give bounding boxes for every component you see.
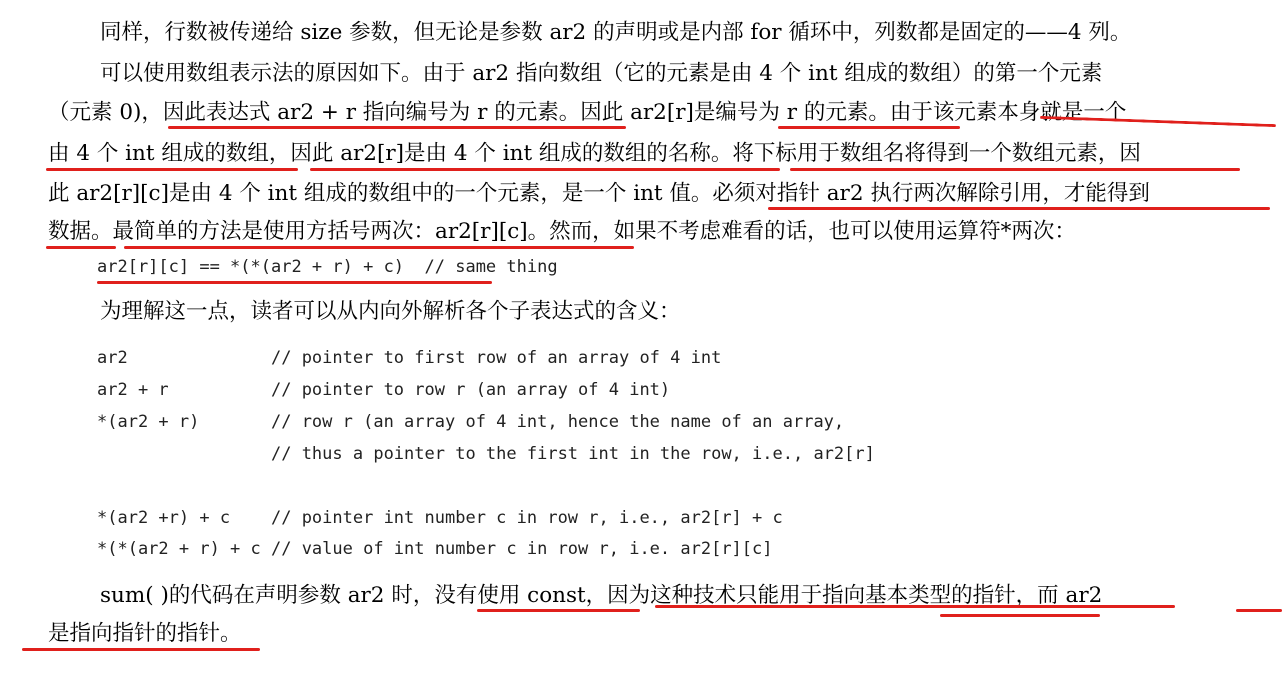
code-row-7: *(*(ar2 + r) + c // value of int number c in row r, i.e. ar2[r][c] — [97, 539, 773, 559]
code-same-thing: ar2[r][c] == *(*(ar2 + r) + c) // same thing — [97, 257, 558, 277]
code-row-4: // thus a pointer to the first int in the row, i.e., ar2[r] — [97, 444, 875, 464]
code-row-3: *(ar2 + r) // row r (an array of 4 int, hence the name of an array, — [97, 412, 845, 432]
code-row-1: ar2 // pointer to first row of an array of 4 int — [97, 348, 722, 368]
underline-annotation — [46, 246, 116, 249]
underline-annotation — [655, 605, 1175, 608]
underline-annotation — [940, 614, 1100, 617]
code-row-6: *(ar2 +r) + c // pointer int number c in row r, i.e., ar2[r] + c — [97, 508, 783, 528]
underline-annotation — [477, 609, 640, 612]
underline-annotation — [778, 126, 960, 129]
underline-annotation — [768, 207, 1270, 210]
paragraph-array-notation-line-1: 可以使用数组表示法的原因如下。由于 ar2 指向数组（它的元素是由 4 个 int 组成的数组）的第一个元素 — [100, 61, 1103, 86]
paragraph-size-param: 同样，行数被传递给 size 参数，但无论是参数 ar2 的声明或是内部 for 循环中，列数都是固定的——4 列。 — [100, 20, 1132, 45]
paragraph-array-notation-line-5: 数据。最简单的方法是使用方括号两次：ar2[r][c]。然而，如果不考虑难看的话，也可以使用运算符*两次： — [48, 219, 1076, 244]
underline-annotation — [1236, 609, 1282, 612]
underline-annotation — [22, 648, 260, 651]
underline-annotation — [168, 126, 626, 129]
underline-annotation — [97, 281, 492, 284]
paragraph-const-line-1: sum( )的代码在声明参数 ar2 时，没有使用 const，因为这种技术只能用于指向基本类型的指针，而 ar2 — [100, 583, 1103, 608]
paragraph-array-notation-line-2: （元素 0)，因此表达式 ar2 + r 指向编号为 r 的元素。因此 ar2[r]是编号为 r 的元素。由于该元素本身就是一个 — [48, 100, 1127, 125]
paragraph-array-notation-line-3: 由 4 个 int 组成的数组，因此 ar2[r]是由 4 个 int 组成的数组的名称。将下标用于数组名将得到一个数组元素，因 — [48, 141, 1141, 166]
paragraph-subexpressions: 为理解这一点，读者可以从内向外解析各个子表达式的含义： — [100, 299, 681, 324]
underline-annotation — [124, 246, 634, 249]
code-row-2: ar2 + r // pointer to row r (an array of 4 int) — [97, 380, 671, 400]
underline-annotation — [790, 168, 1240, 171]
paragraph-const-line-2: 是指向指针的指针。 — [48, 621, 242, 646]
underline-annotation — [310, 168, 780, 171]
underline-annotation — [46, 168, 298, 171]
paragraph-array-notation-line-4: 此 ar2[r][c]是由 4 个 int 组成的数组中的一个元素，是一个 int 值。必须对指针 ar2 执行两次解除引用，才能得到 — [48, 181, 1150, 206]
